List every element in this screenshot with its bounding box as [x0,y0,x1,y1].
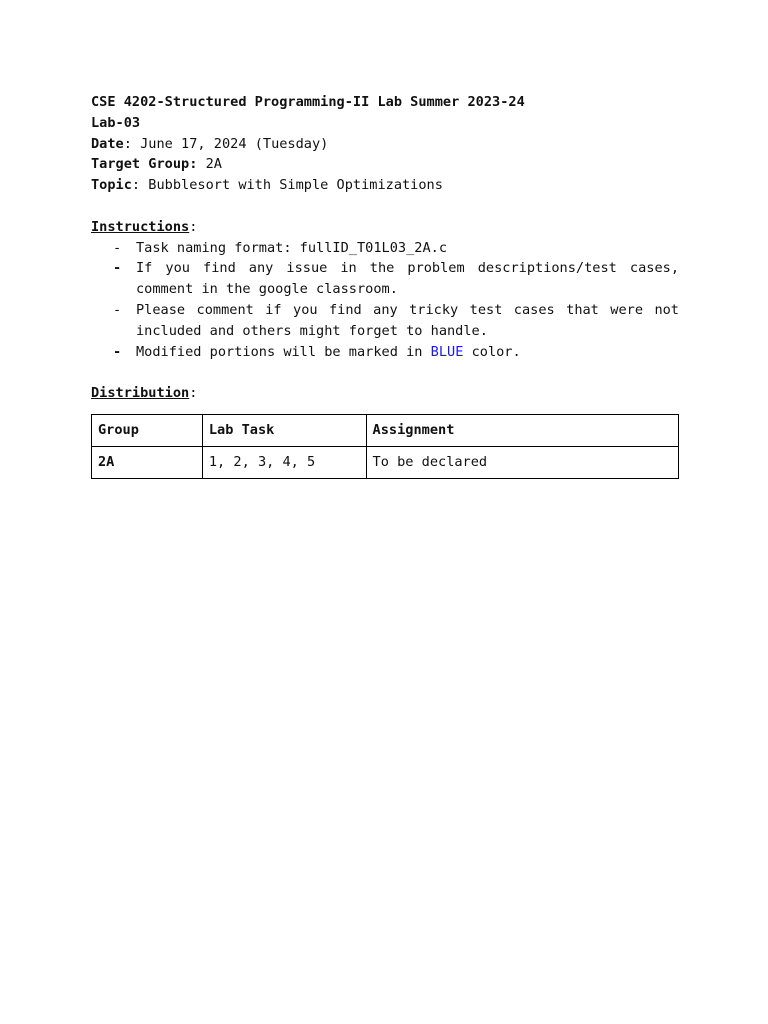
bullet-dash: - [113,260,122,277]
date-value: : June 17, 2024 (Tuesday) [123,135,329,152]
instruction-text-after: color. [463,343,521,360]
table-row [92,446,679,478]
distribution-heading-text: Distribution [91,385,190,402]
cell-lab-task: 1, 2, 3, 4, 5 [202,446,366,478]
topic-value: : Bubblesort with Simple Optimizations [131,177,443,194]
column-header-assignment: Assignment [366,414,678,446]
instructions-heading-colon: : [189,218,198,235]
date-label: Date [91,135,124,152]
instruction-text: If you find any issue in the problem descriptions/test cases, comment in the google classroom. [136,260,679,298]
topic-line [91,175,679,196]
target-group-value: 2A [197,156,222,173]
instructions-list [91,238,679,363]
column-header-group: Group [92,414,203,446]
instructions-heading [91,217,679,238]
instruction-item [91,238,679,259]
instructions-heading-text: Instructions [91,218,190,235]
instruction-text: Please comment if you find any tricky test cases that were not included and others might forget to handle. [136,301,679,339]
blue-highlight-text: BLUE [430,343,464,360]
distribution-table [91,414,679,479]
instruction-item [91,300,679,342]
distribution-heading-colon: : [189,385,198,402]
instruction-item [91,342,679,363]
course-title: CSE 4202-Structured Programming-II Lab Summer 2023-24 [91,94,525,110]
bullet-dash: - [113,343,122,360]
cell-assignment: To be declared [366,446,678,478]
bullet-dash: - [113,301,122,318]
target-group-label: Target Group: [91,156,198,173]
instruction-text: Task naming format: fullID_T01L03_2A.c [136,239,447,256]
instruction-item [91,258,679,300]
cell-group: 2A [92,446,203,478]
topic-label: Topic [91,177,132,194]
document-page [91,92,679,479]
column-header-lab-task: Lab Task [202,414,366,446]
target-group-line [91,154,679,175]
instruction-text-before: Modified portions will be marked in [136,343,431,360]
date-line [91,134,679,155]
distribution-heading [91,383,679,404]
lab-number: Lab-03 [91,114,141,131]
table-header-row [92,414,679,446]
bullet-dash: - [113,239,122,256]
